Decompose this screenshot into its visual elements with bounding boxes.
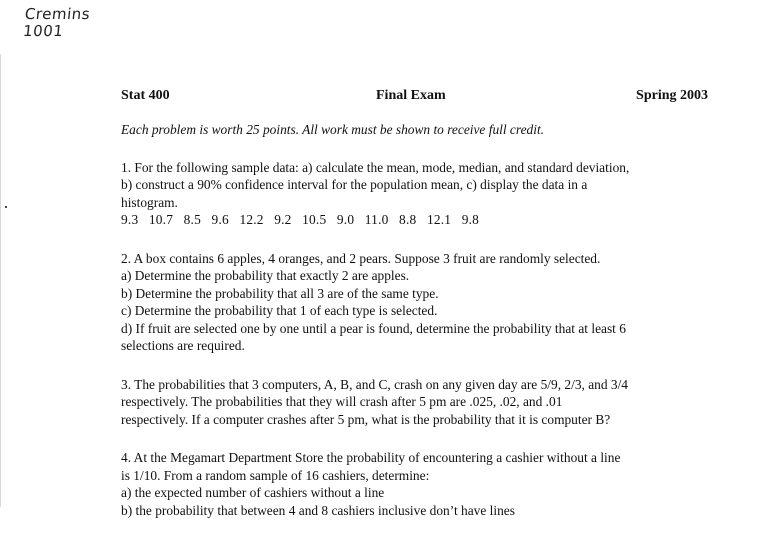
problem-line: respectively. The probabilities that they will crash after 5 pm are .025, .02, and .01 [121, 394, 563, 409]
problem-3 [121, 376, 721, 429]
handwritten-name: Cremins [24, 5, 92, 23]
problem-1 [121, 159, 721, 229]
exam-term: Spring 2003 [636, 88, 708, 103]
problem-line: b) the probability that between 4 and 8 cashiers inclusive don’t have lines [121, 502, 515, 518]
handwritten-number: 1001 [22, 22, 65, 40]
problem-line: a) the expected number of cashiers without a line [121, 485, 385, 500]
course-name: Stat 400 [121, 88, 170, 103]
problem-line: 1. For the following sample data: a) calculate the mean, mode, median, and standard deviation, [121, 159, 630, 175]
problem-line: 4. At the Megamart Department Store the probability of encountering a cashier without a line [121, 450, 621, 465]
problem-line: is 1/10. From a random sample of 16 cashiers, determine: [121, 467, 430, 483]
problem-line: 2. A box contains 6 apples, 4 oranges, and 2 pears. Suppose 3 fruit are randomly selected. [121, 250, 601, 266]
problem-4 [121, 449, 721, 519]
handwritten-name-note [22, 6, 91, 40]
problem-line: selections are required. [121, 338, 245, 353]
problem-line: b) construct a 90% confidence interval for the population mean, c) display the data in a [121, 177, 588, 192]
problem-line: d) If fruit are selected one by one until a pear is found, determine the probability that at least 6 [121, 320, 626, 336]
scan-speck [5, 206, 7, 208]
problem-line: c) Determine the probability that 1 of each type is selected. [121, 303, 438, 318]
problem-line: histogram. [121, 194, 178, 210]
scan-edge-line [0, 54, 1, 507]
problem-line: 3. The probabilities that 3 computers, A, B, and C, crash on any given day are 5/9, 2/3, and 3/4 [121, 376, 629, 392]
sample-data: 9.3 10.7 8.5 9.6 12.2 9.2 10.5 9.0 11.0 8.8 12.1 9.8 [121, 212, 480, 227]
problem-line: a) Determine the probability that exactly 2 are apples. [121, 268, 410, 283]
problem-line: respectively. If a computer crashes after 5 pm, what is the probability that it is computer B? [121, 411, 611, 427]
exam-title: Final Exam [376, 88, 446, 103]
problem-line: b) Determine the probability that all 3 are of the same type. [121, 285, 439, 301]
exam-body [121, 121, 721, 540]
exam-header [121, 88, 708, 108]
problem-2 [121, 250, 721, 355]
exam-instructions: Each problem is worth 25 points. All work must be shown to receive full credit. [121, 122, 545, 137]
